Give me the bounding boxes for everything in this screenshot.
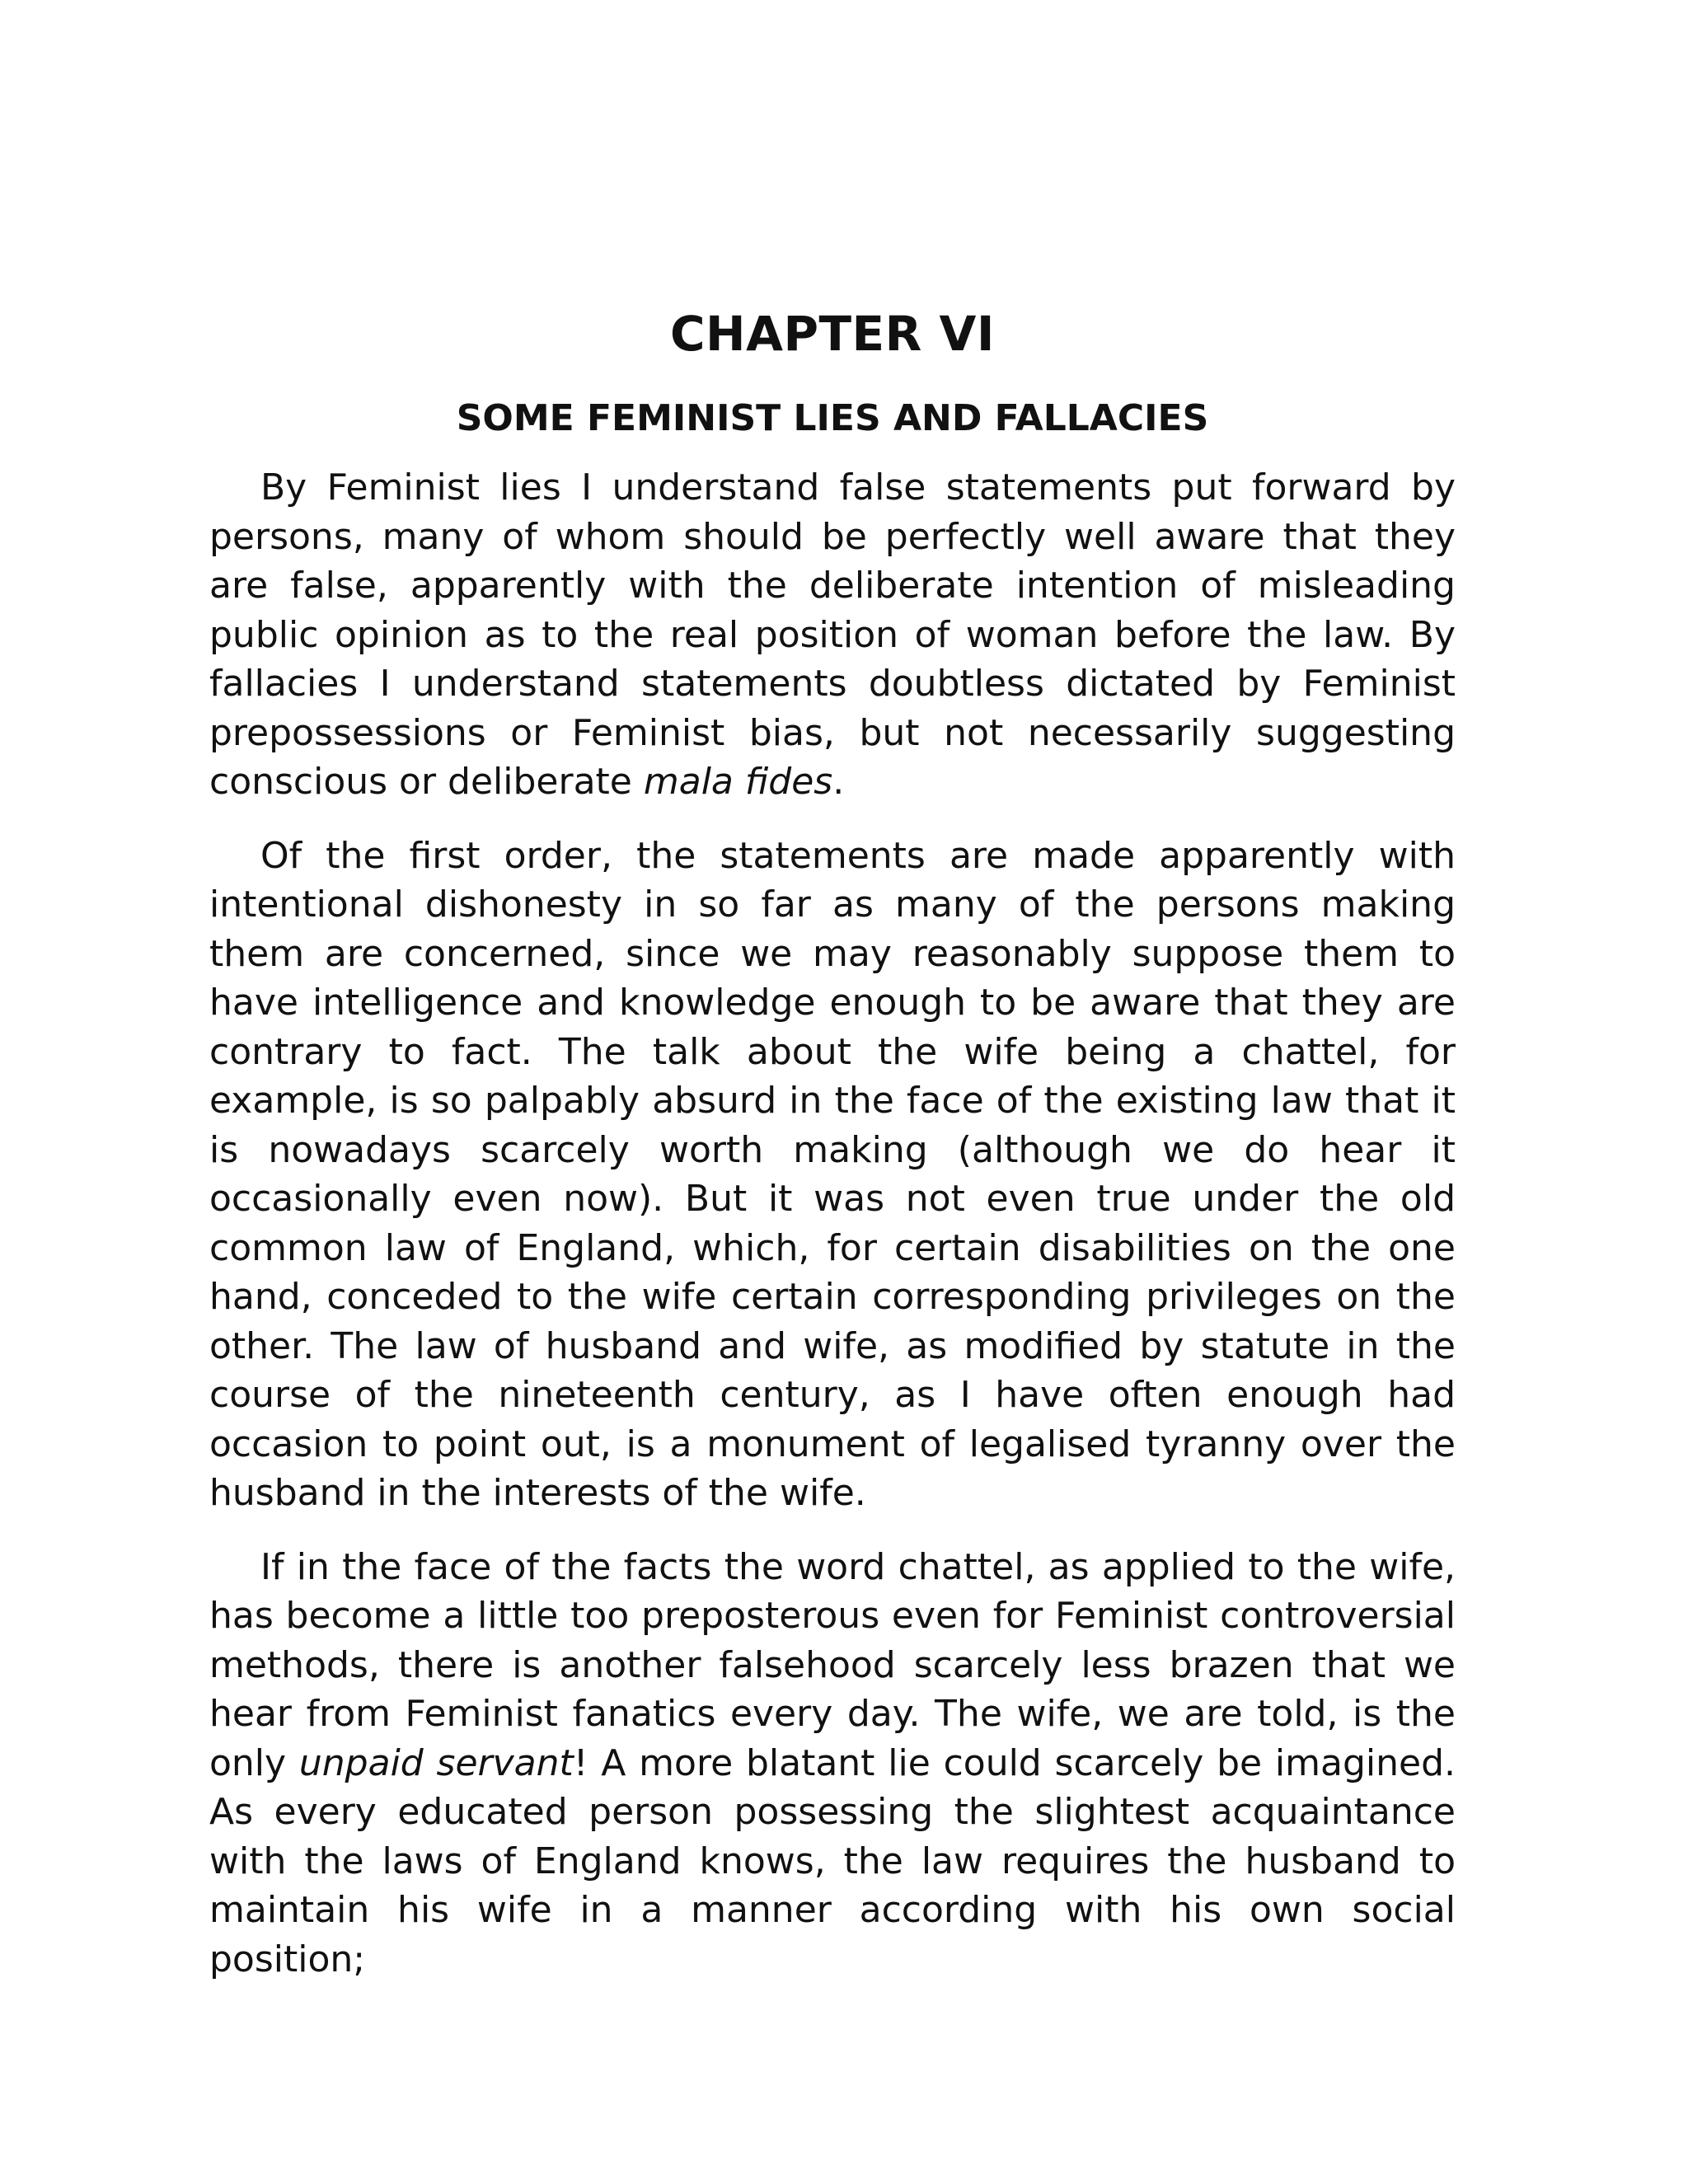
paragraph-1 <box>209 463 1456 807</box>
page-content <box>209 305 1456 1984</box>
paragraph-3-end: ! A more blatant lie could scarcely be imagined. As every educated person possessing the slightest acquaintance with the laws of England knows, the law requires the husband to maintain his wife in a manner according with his own social position; <box>209 1741 1456 1980</box>
paragraph-1-end: . <box>832 761 845 803</box>
paragraph-1-emphasis: mala fides <box>643 761 833 803</box>
paragraph-2: Of the first order, the statements are made apparently with intentional dishonesty in so far as many of the persons making them are concerned, since we may reasonably suppose them to have intelligence and knowledge enough to be aware that they are contrary to fact. The talk about the wife being a chattel, for example, is so palpably absurd in the face of the existing law that it is nowadays scarcely worth making (although we do hear it occasionally even now). But it was not even true under the old common law of England, which, for certain disabilities on the one hand, conceded to the wife certain corresponding privileges on the other. The law of husband and wife, as modified by statute in the course of the nineteenth century, as I have often enough had occasion to point out, is a monument of legalised tyranny over the husband in the interests of the wife. <box>209 834 1456 1514</box>
paragraph-3-emphasis: unpaid servant <box>298 1741 574 1784</box>
chapter-title: CHAPTER VI <box>669 306 995 362</box>
paragraph-3-text: If in the face of the facts the word chattel, as applied to the wife, has become a little too preposterous even for Feminist controversial methods, there is another falsehood scarcely less brazen that we hear from Feminist fanatics every day. The wife, we are told, is the only <box>209 1545 1456 1784</box>
chapter-subtitle: SOME FEMINIST LIES AND FALLACIES <box>456 397 1209 439</box>
paragraph-3 <box>209 1543 1456 1985</box>
paragraph-1-text: By Feminist lies I understand false statements put forward by persons, many of whom should be perfectly well aware that they are false, apparently with the deliberate intention of misleading public opinion as to the real position of woman before the law. By fallacies I understand statements doubtless dictated by Feminist prepossessions or Feminist bias, but not necessarily suggesting conscious or deliberate <box>209 466 1456 803</box>
